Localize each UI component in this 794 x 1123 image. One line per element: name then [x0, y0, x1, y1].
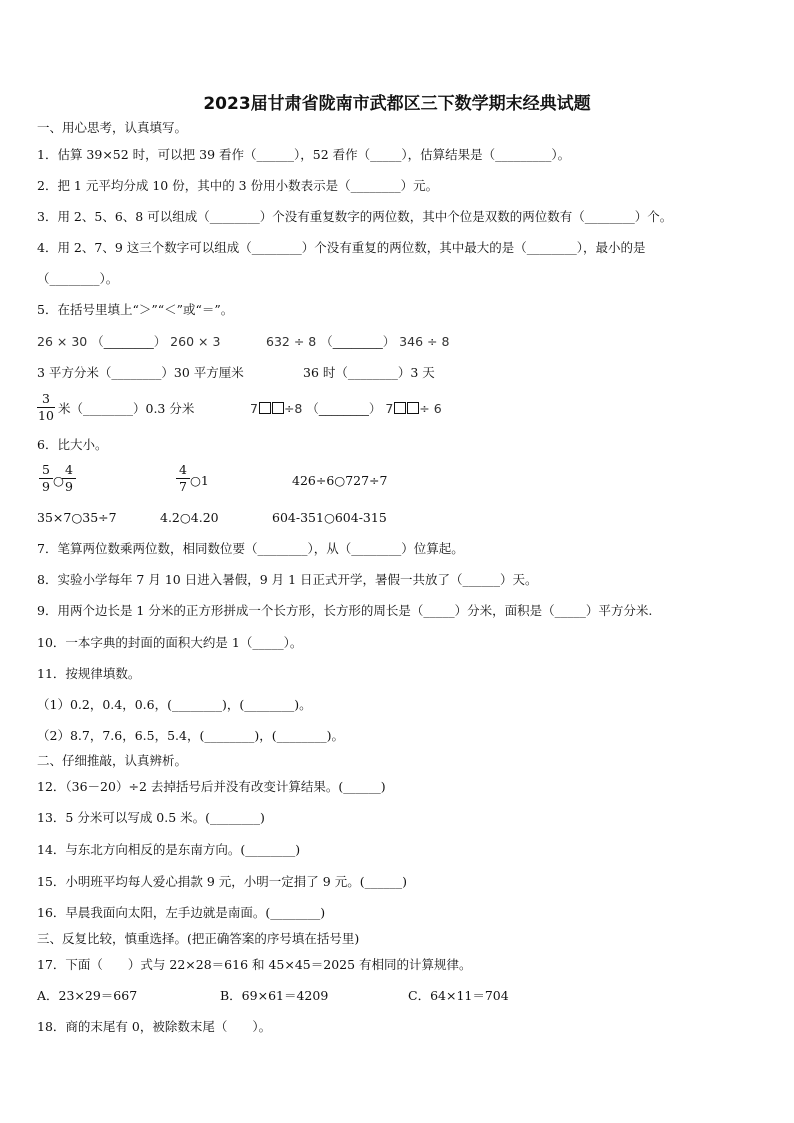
question-12: 12．（36－20）÷2 去掉括号后并没有改变计算结果。(______) — [37, 779, 386, 794]
blank-box — [407, 402, 419, 414]
q6-row2-c: 604-351○604-315 — [272, 510, 387, 525]
section-3-heading: 三、反复比较，慎重选择。(把正确答案的序号填在括号里) — [37, 931, 360, 946]
question-9: 9．用两个边长是 1 分米的正方形拼成一个长方形，长方形的周长是（_____）分米，面积是（_____）平方分米. — [37, 603, 653, 618]
q6-fraction-2 — [62, 463, 76, 494]
q5-row2-left: 3 平方分米（________）30 平方厘米 — [37, 365, 244, 380]
compare-circle: ○ — [53, 473, 64, 488]
fraction-numerator: 3 — [42, 391, 50, 406]
blank-box — [259, 402, 271, 414]
question-3: 3．用 2、5、6、8 可以组成（________）个没有重复数字的两位数，其中个位是双数的两位数有（________）个。 — [37, 209, 673, 224]
q17-option-b: B．69×61＝4209 — [220, 988, 329, 1003]
question-2: 2．把 1 元平均分成 10 份，其中的 3 份用小数表示是（________）元。 — [37, 178, 439, 193]
question-17: 17．下面（ ）式与 22×28＝616 和 45×45＝2025 有相同的计算规律。 — [37, 957, 472, 972]
question-11: 11．按规律填数。 — [37, 666, 141, 681]
q6-compare-3: ○1 — [190, 473, 209, 488]
q6-fraction-1 — [39, 463, 53, 494]
question-11-part-1: （1）0.2，0.4，0.6，(________)，(________)。 — [37, 697, 312, 712]
q5-row1-right: 632 ÷ 8 （________） 346 ÷ 8 — [266, 334, 450, 349]
fraction-denominator: 7 — [179, 479, 187, 494]
question-18: 18．商的末尾有 0，被除数末尾（ ）。 — [37, 1019, 272, 1034]
question-16: 16．早晨我面向太阳，左手边就是南面。(________) — [37, 905, 326, 920]
fraction-numerator: 4 — [179, 462, 187, 477]
section-2-heading: 二、仔细推敲，认真辨析。 — [37, 753, 188, 768]
q5-row3-right-mid: ÷8 （________） 7 — [283, 401, 394, 416]
q5-row3-right-post: ÷ 6 — [419, 401, 442, 416]
q17-option-a: A．23×29＝667 — [37, 988, 138, 1003]
question-6: 6．比大小。 — [37, 437, 108, 452]
question-5: 5．在括号里填上“＞”“＜”或“＝”。 — [37, 302, 234, 317]
q5-row3-right-pre: 7 — [250, 401, 258, 416]
q5-fraction — [37, 392, 55, 423]
fraction-denominator: 9 — [42, 479, 50, 494]
question-1: 1．估算 39×52 时，可以把 39 看作（______），52 看作（_____），估算结果是（_________）。 — [37, 147, 571, 162]
question-4-line-1: 4．用 2、7、9 这三个数字可以组成（________）个没有重复的两位数，其中最大的是（________），最小的是 — [37, 240, 646, 255]
q5-row1-left: 26 × 30 （________） 260 × 3 — [37, 334, 221, 349]
question-13: 13．5 分米可以写成 0.5 米。(________) — [37, 810, 265, 825]
blank-box — [272, 402, 284, 414]
question-11-part-2: （2）8.7，7.6，6.5，5.4，(________)，(________)。 — [37, 728, 344, 743]
fraction-numerator: 5 — [42, 462, 50, 477]
q6-fraction-3 — [176, 463, 190, 494]
q5-row2-right: 36 时（________）3 天 — [303, 365, 435, 380]
question-10: 10．一本字典的封面的面积大约是 1（_____）。 — [37, 635, 303, 650]
blank-box — [394, 402, 406, 414]
question-7: 7．笔算两位数乘两位数，相同数位要（________），从（________）位算起。 — [37, 541, 464, 556]
q6-compare-4: 426÷6○727÷7 — [292, 473, 388, 488]
q17-option-c: C．64×11＝704 — [408, 988, 509, 1003]
question-15: 15．小明班平均每人爱心捐款 9 元，小明一定捐了 9 元。(______) — [37, 874, 407, 889]
q5-row3-right — [250, 401, 442, 417]
question-8: 8．实验小学每年 7 月 10 日进入暑假，9 月 1 日正式开学，暑假一共放了（______）天。 — [37, 572, 538, 587]
fraction-numerator: 4 — [65, 462, 73, 477]
question-4-line-2: （________）。 — [37, 271, 119, 286]
q5-row3-left: 米（________）0.3 分米 — [58, 401, 195, 416]
q6-row2-a: 35×7○35÷7 — [37, 510, 117, 525]
page-title: 2023届甘肃省陇南市武都区三下数学期末经典试题 — [203, 94, 591, 114]
q6-row2-b: 4.2○4.20 — [160, 510, 219, 525]
question-14: 14．与东北方向相反的是东南方向。(________) — [37, 842, 301, 857]
fraction-denominator: 10 — [38, 408, 54, 423]
fraction-denominator: 9 — [65, 479, 73, 494]
section-1-heading: 一、用心思考，认真填写。 — [37, 120, 188, 135]
